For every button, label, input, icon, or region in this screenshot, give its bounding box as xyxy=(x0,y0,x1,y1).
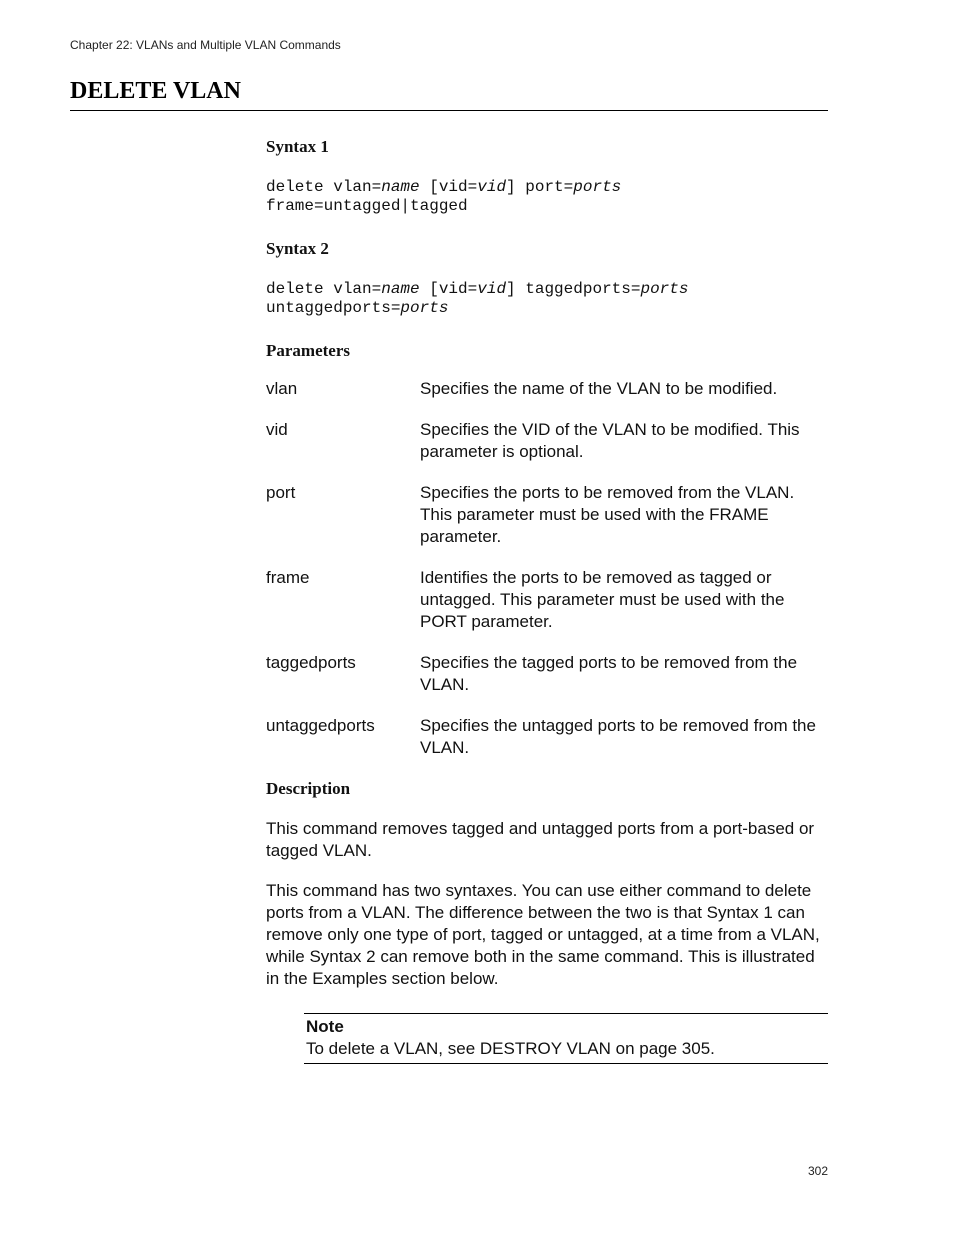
note-text: To delete a VLAN, see DESTROY VLAN on page 305. xyxy=(306,1039,715,1058)
param-name: port xyxy=(266,483,296,502)
param-name: taggedports xyxy=(266,653,356,672)
note-box xyxy=(304,1013,828,1064)
running-header: Chapter 22: VLANs and Multiple VLAN Commands xyxy=(70,38,341,52)
description-paragraph: This command has two syntaxes. You can use either command to delete ports from a VLAN. The difference between the two is that Syntax 1 can remove only one type of port, tagged or untagged, at a time from a VLAN, while Syntax 2 can remove both in the same command. This is illustrated in the Examples section below. xyxy=(266,881,820,988)
param-row-vid xyxy=(266,419,828,463)
param-desc: Specifies the VID of the VLAN to be modified. This parameter is optional. xyxy=(420,420,800,461)
description-paragraph: This command removes tagged and untagged ports from a port-based or tagged VLAN. xyxy=(266,819,815,860)
page-number: 302 xyxy=(808,1164,829,1178)
syntax2-code: delete vlan=name [vid=vid] taggedports=ports untaggedports=ports xyxy=(266,280,689,317)
main-content xyxy=(266,136,828,1008)
param-desc: Specifies the untagged ports to be removed from the VLAN. xyxy=(420,716,816,757)
param-desc: Identifies the ports to be removed as tagged or untagged. This parameter must be used with the PORT parameter. xyxy=(420,568,785,631)
title-rule xyxy=(70,110,828,111)
param-name: vid xyxy=(266,420,288,439)
param-row-vlan xyxy=(266,378,828,400)
note-label: Note xyxy=(306,1017,344,1036)
description-heading: Description xyxy=(266,779,351,798)
param-desc: Specifies the ports to be removed from the VLAN. This parameter must be used with the FRAME parameter. xyxy=(420,483,795,546)
param-name: frame xyxy=(266,568,310,587)
param-desc: Specifies the name of the VLAN to be modified. xyxy=(420,379,778,398)
syntax1-code: delete vlan=name [vid=vid] port=ports frame=untagged|tagged xyxy=(266,178,622,215)
param-row-frame xyxy=(266,567,828,633)
param-row-untaggedports xyxy=(266,715,828,759)
syntax1-heading: Syntax 1 xyxy=(266,137,329,156)
param-row-taggedports xyxy=(266,652,828,696)
page-title: DELETE VLAN xyxy=(70,78,241,104)
param-name: untaggedports xyxy=(266,716,375,735)
parameters-list xyxy=(266,378,828,759)
syntax2-heading: Syntax 2 xyxy=(266,239,329,258)
param-row-port xyxy=(266,482,828,548)
param-desc: Specifies the tagged ports to be removed from the VLAN. xyxy=(420,653,798,694)
param-name: vlan xyxy=(266,379,298,398)
parameters-heading: Parameters xyxy=(266,341,351,360)
